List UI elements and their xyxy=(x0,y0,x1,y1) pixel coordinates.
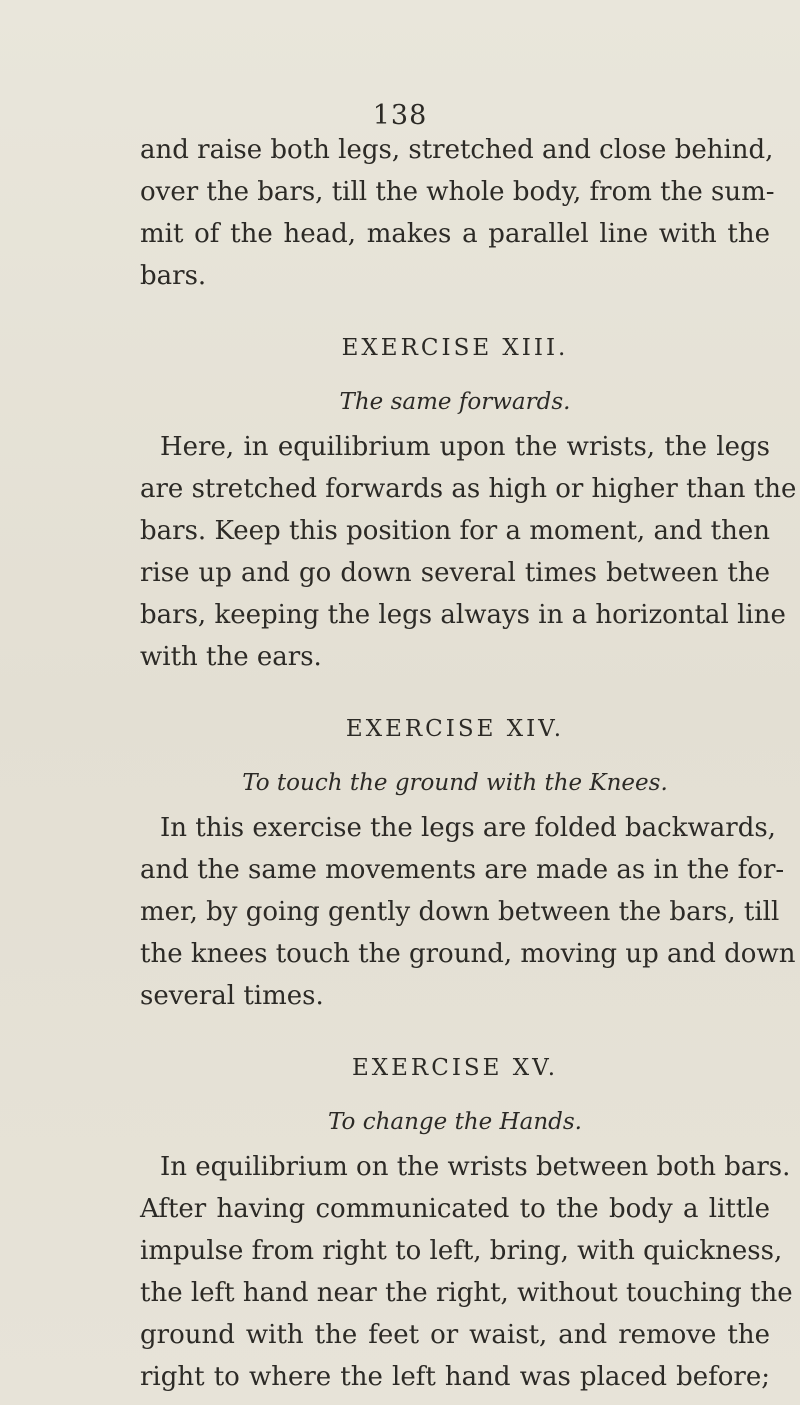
text-line: impulse from right to left, bring, with quickness, xyxy=(140,1236,783,1266)
text-line: In equilibrium on the wrists between both bars. xyxy=(160,1152,791,1182)
text-line: In this exercise the legs are folded backwards, xyxy=(160,813,776,843)
text-line: Here, in equilibrium upon the wrists, the legs xyxy=(160,432,770,462)
text-line: with the ears. xyxy=(140,642,322,672)
text-line: are stretched forwards as high or higher than the xyxy=(140,474,797,504)
exercise-heading: EXERCISE XIV. xyxy=(345,716,565,742)
text-line: bars, keeping the legs always in a horizontal line xyxy=(140,600,786,630)
text-line: the left hand near the right, without touching the xyxy=(140,1278,793,1308)
text-line: mer, by going gently down between the bars, till xyxy=(140,897,780,927)
text-line: over the bars, till the whole body, from the sum- xyxy=(140,177,775,207)
text-line: several times. xyxy=(140,981,324,1011)
exercise-subheading: To change the Hands. xyxy=(328,1109,582,1135)
text-line: the knees touch the ground, moving up and down xyxy=(140,939,796,969)
exercise-subheading: To touch the ground with the Knees. xyxy=(242,770,668,796)
exercise-heading: EXERCISE XV. xyxy=(351,1055,559,1081)
text-line: mit of the head, makes a parallel line with the xyxy=(140,219,770,249)
exercise-heading: EXERCISE XIII. xyxy=(341,335,569,361)
text-line: bars. xyxy=(140,261,207,291)
text-line: ground with the feet or waist, and remove the xyxy=(140,1320,770,1350)
text-line: and raise both legs, stretched and close behind, xyxy=(140,135,774,165)
text-line: and the same movements are made as in the for- xyxy=(140,855,785,885)
text-line: After having communicated to the body a little xyxy=(140,1194,770,1224)
exercise-subheading: The same forwards. xyxy=(339,389,571,415)
text-line: right to where the left hand was placed before; xyxy=(140,1362,770,1392)
page-number: 138 xyxy=(372,100,428,131)
text-line: rise up and go down several times between the xyxy=(140,558,770,588)
text-line: bars. Keep this position for a moment, and then xyxy=(140,516,770,546)
